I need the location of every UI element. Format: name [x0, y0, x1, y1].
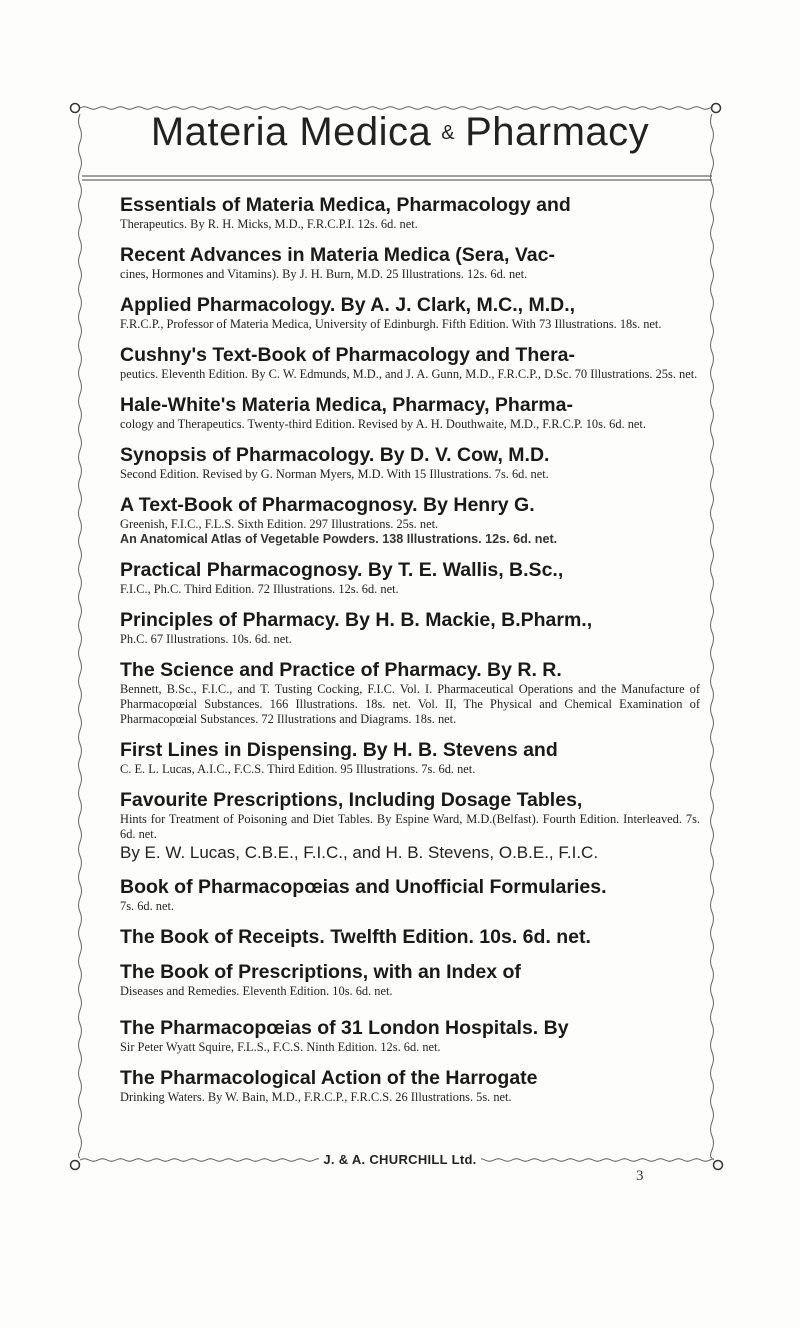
- book-entry: [120, 194, 700, 232]
- book-title: Favourite Prescriptions, Including Dosage Tables,: [120, 789, 583, 811]
- book-title: Principles of Pharmacy. By H. B. Mackie, B.Pharm.,: [120, 609, 593, 631]
- book-title: Synopsis of Pharmacology. By D. V. Cow, M.D.: [120, 444, 550, 466]
- book-details: cology and Therapeutics. Twenty-third Edition. Revised by A. H. Douthwaite, M.D., F.R.C.P. 10s. 6d. net.: [120, 417, 646, 431]
- book-title: Cushny's Text-Book of Pharmacology and Thera-: [120, 344, 576, 366]
- right-wavy-rule: [711, 114, 714, 1158]
- book-details: Sir Peter Wyatt Squire, F.L.S., F.C.S. Ninth Edition. 12s. 6d. net.: [120, 1040, 441, 1054]
- book-entry: [120, 659, 700, 727]
- book-title: Hale-White's Materia Medica, Pharmacy, Pharma-: [120, 394, 573, 416]
- book-entry: [120, 559, 700, 597]
- book-title: A Text-Book of Pharmacognosy. By Henry G.: [120, 494, 535, 516]
- book-title: The Science and Practice of Pharmacy. By R. R.: [120, 659, 562, 681]
- book-details: Ph.C. 67 Illustrations. 10s. 6d. net.: [120, 632, 292, 646]
- book-entry: [120, 609, 700, 647]
- book-title: Recent Advances in Materia Medica (Sera, Vac-: [120, 244, 555, 266]
- ampersand: &: [441, 122, 456, 144]
- book-details: Greenish, F.I.C., F.L.S. Sixth Edition. 297 Illustrations. 25s. net.: [120, 517, 439, 531]
- page-title: Materia Medica & Pharmacy: [150, 110, 650, 154]
- book-entry: [120, 739, 700, 777]
- book-list: [120, 194, 700, 1117]
- book-entry: [120, 961, 700, 999]
- book-entry: [120, 244, 700, 282]
- book-title: Book of Pharmacopœias and Unofficial Formularies.: [120, 876, 607, 898]
- book-entry: [120, 394, 700, 432]
- book-title: Practical Pharmacognosy. By T. E. Wallis, B.Sc.,: [120, 559, 564, 581]
- book-details: cines, Hormones and Vitamins). By J. H. Burn, M.D. 25 Illustrations. 12s. 6d. net.: [120, 267, 528, 281]
- book-details: F.I.C., Ph.C. Third Edition. 72 Illustrations. 12s. 6d. net.: [120, 582, 399, 596]
- book-entry: [120, 344, 700, 382]
- authors-line: By E. W. Lucas, C.B.E., F.I.C., and H. B. Stevens, O.B.E., F.I.C.: [120, 843, 599, 862]
- book-title: The Pharmacopœias of 31 London Hospitals. By: [120, 1017, 569, 1039]
- book-details: peutics. Eleventh Edition. By C. W. Edmunds, M.D., and J. A. Gunn, M.D., F.R.C.P., D.Sc. 70 Illustrations. 25s. net.: [120, 367, 698, 381]
- book-details: C. E. L. Lucas, A.I.C., F.C.S. Third Edition. 95 Illustrations. 7s. 6d. net.: [120, 762, 476, 776]
- book-entry: [120, 444, 700, 482]
- book-entry: [120, 1017, 700, 1055]
- book-details: Second Edition. Revised by G. Norman Myers, M.D. With 15 Illustrations. 7s. 6d. net.: [120, 467, 549, 481]
- book-entry: [120, 494, 700, 547]
- book-details: F.R.C.P., Professor of Materia Medica, University of Edinburgh. Fifth Edition. With 73 Illustrations. 18s. net.: [120, 317, 662, 331]
- top-wavy-rule: [80, 107, 713, 110]
- book-details: Hints for Treatment of Poisoning and Diet Tables. By Espine Ward, M.D.(Belfast). Fourth Edition. Interleaved. 7s. 6d. net.: [120, 812, 700, 841]
- publisher-imprint: J. & A. CHURCHILL Ltd.: [0, 1152, 800, 1167]
- book-title: The Pharmacological Action of the Harrogate: [120, 1067, 538, 1089]
- book-title: The Book of Receipts. Twelfth Edition. 10s. 6d. net.: [120, 926, 591, 948]
- book-entry: [120, 926, 700, 949]
- book-entry: [120, 294, 700, 332]
- book-entry: [120, 1067, 700, 1105]
- book-entry: [120, 876, 700, 914]
- book-title: First Lines in Dispensing. By H. B. Stevens and: [120, 739, 558, 761]
- book-details: Diseases and Remedies. Eleventh Edition. 10s. 6d. net.: [120, 984, 393, 998]
- book-details: Bennett, B.Sc., F.I.C., and T. Tusting Cocking, F.I.C. Vol. I. Pharmaceutical Operations and the Manufacture of Pharmacopœial Substances. 166 Illustrations. 18s. net. Vol. II, The Physical and Chemical Examination of Pharmacopœial Substances. 72 Illustrations and Diagrams. 18s. net.: [120, 682, 700, 726]
- book-details: Therapeutics. By R. H. Micks, M.D., F.R.C.P.I. 12s. 6d. net.: [120, 217, 418, 231]
- book-entry: [120, 789, 700, 864]
- book-title: The Book of Prescriptions, with an Index of: [120, 961, 521, 983]
- book-title: Applied Pharmacology. By A. J. Clark, M.C., M.D.,: [120, 294, 576, 316]
- left-wavy-rule: [79, 114, 82, 1158]
- page-number: 3: [636, 1168, 644, 1184]
- book-title: Essentials of Materia Medica, Pharmacology and: [120, 194, 571, 216]
- book-details: Drinking Waters. By W. Bain, M.D., F.R.C.P., F.R.C.S. 26 Illustrations. 5s. net.: [120, 1090, 512, 1104]
- book-details-extra: An Anatomical Atlas of Vegetable Powders. 138 Illustrations. 12s. 6d. net.: [120, 532, 558, 546]
- book-details: 7s. 6d. net.: [120, 899, 175, 913]
